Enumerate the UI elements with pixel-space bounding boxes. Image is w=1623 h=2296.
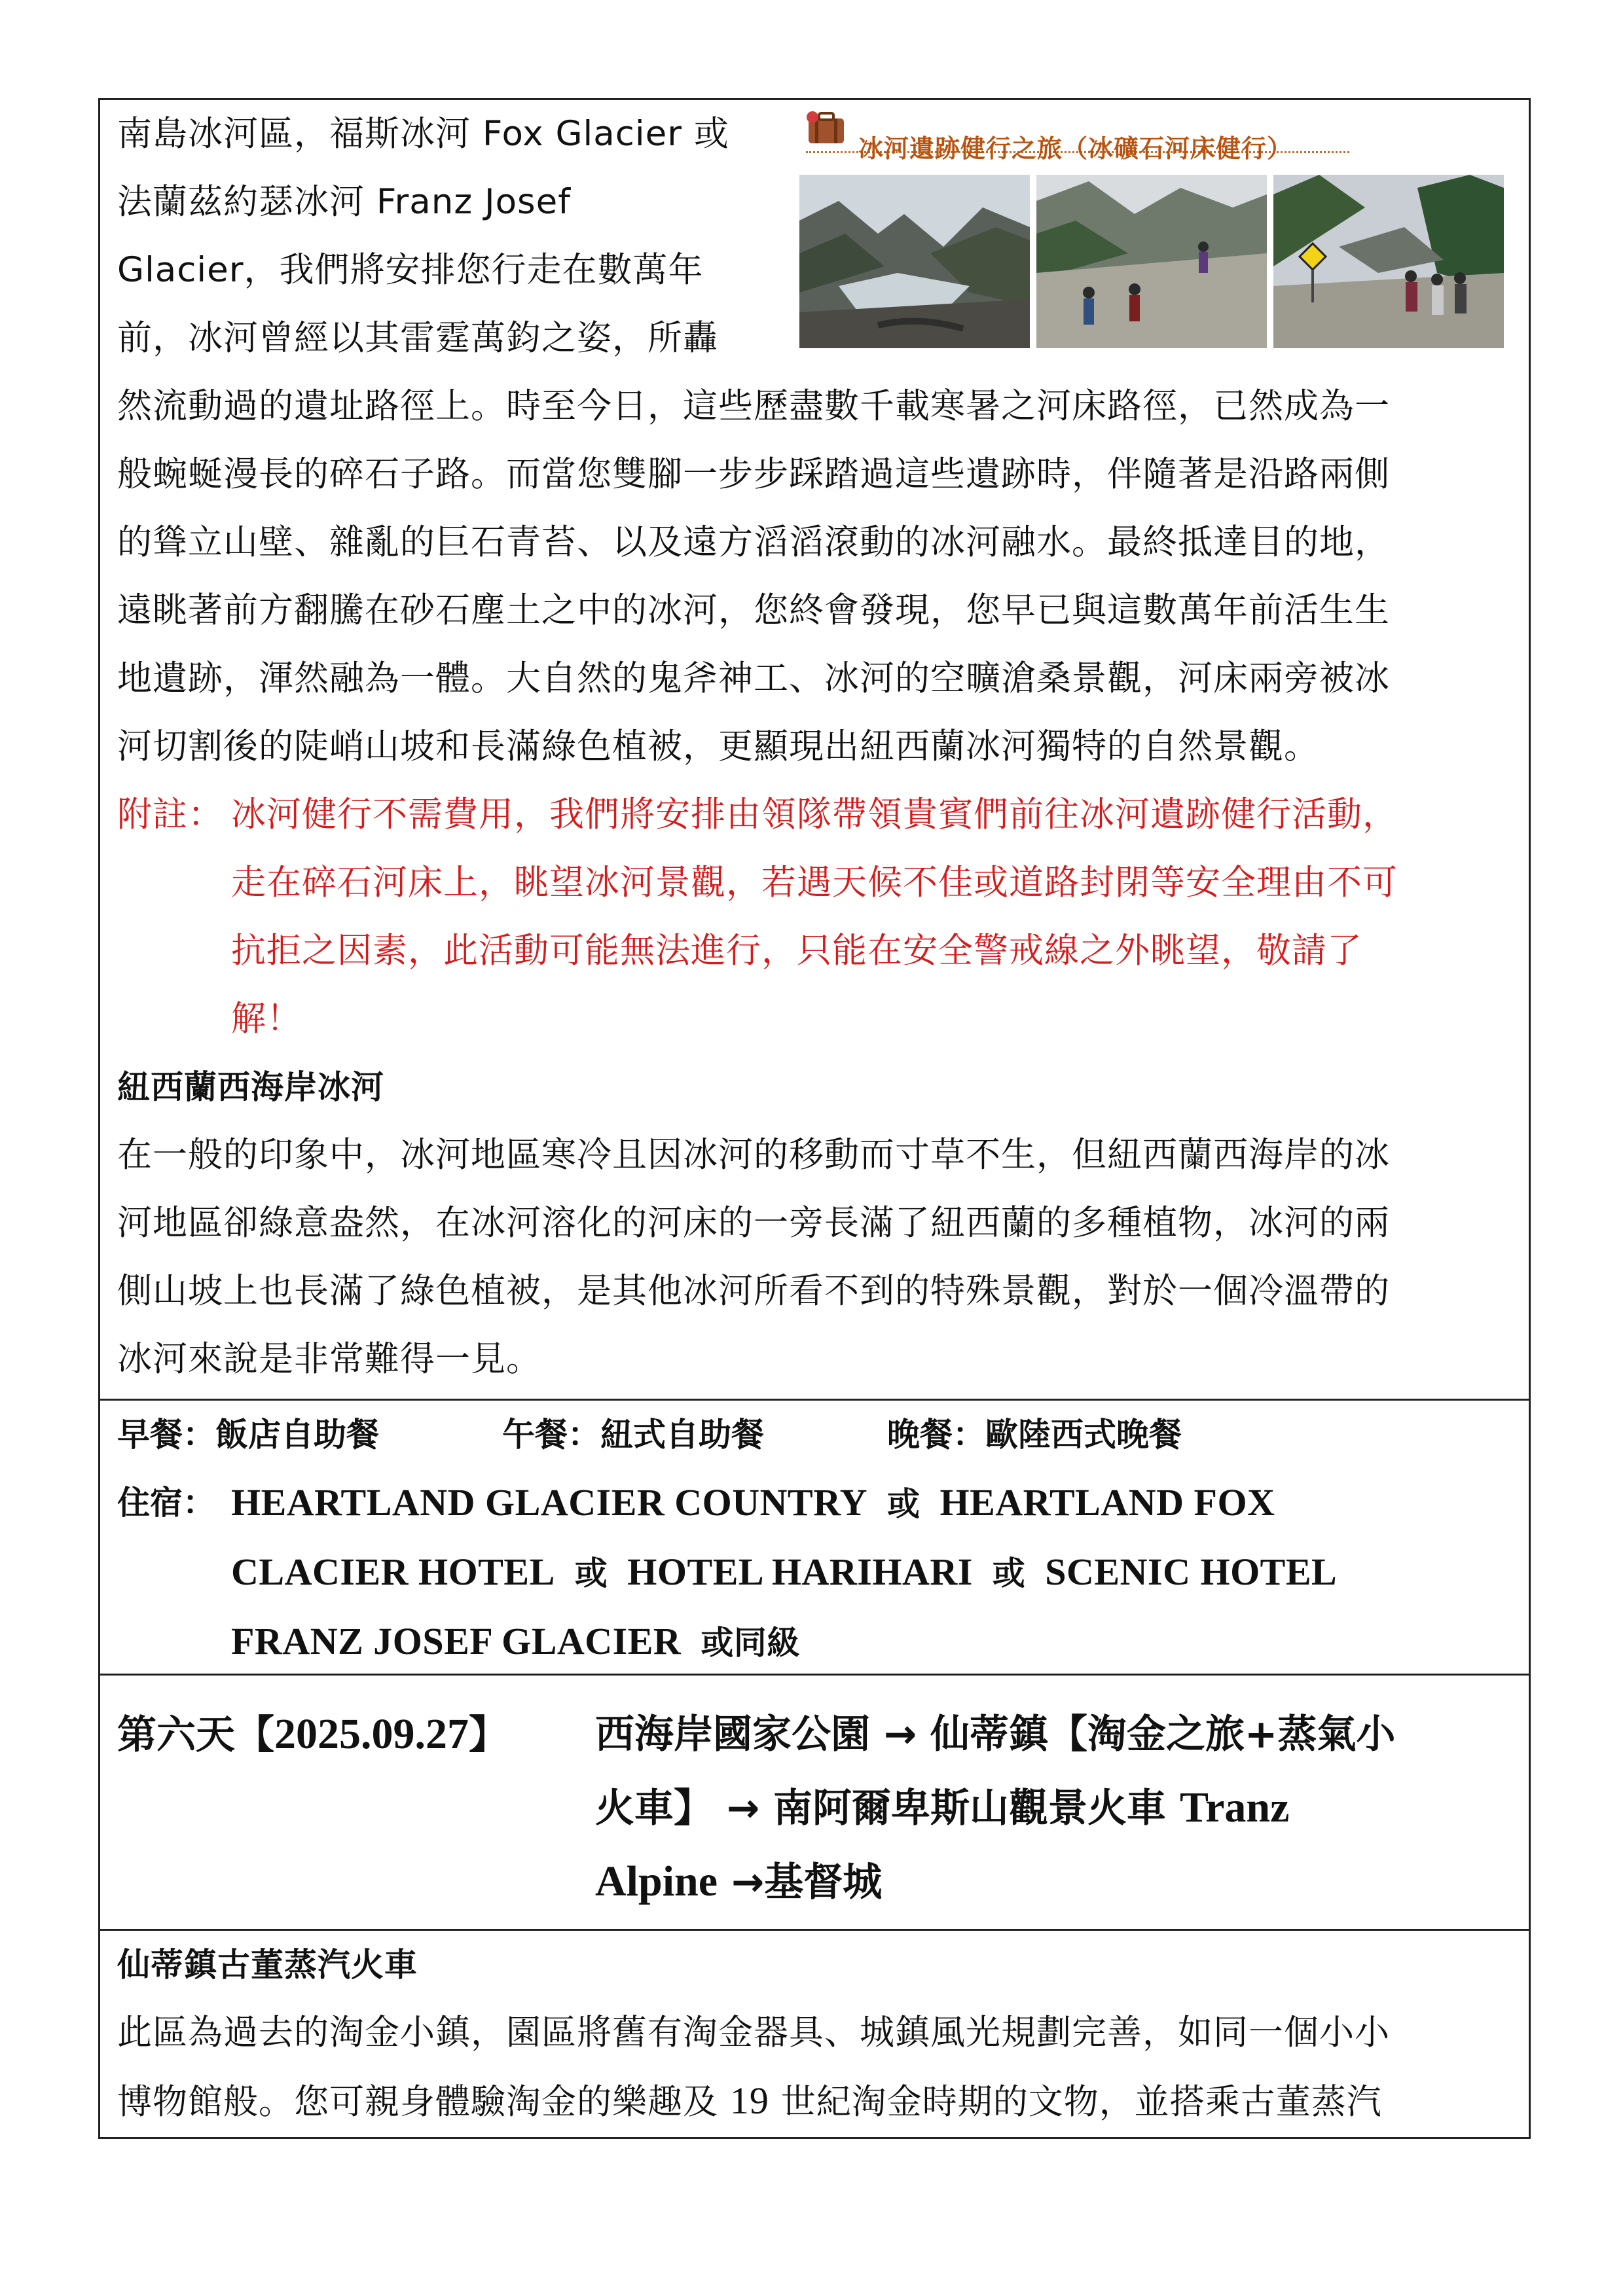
- breakfast: 早餐：飯店自助餐: [117, 1416, 379, 1454]
- body-line: 然流動過的遺址路徑上。時至今日，這些歷盡數千載寒暑之河床路徑，已然成為一: [117, 386, 1390, 426]
- route-line: [595, 1771, 1513, 1845]
- or-equivalent-text: 或同級: [701, 1624, 800, 1662]
- note-label: 附註：: [117, 795, 223, 834]
- or-text: 或: [574, 1554, 608, 1592]
- dinner: 晚餐：歐陸西式晚餐: [887, 1416, 1182, 1454]
- note-line: 解！: [231, 999, 302, 1039]
- day-row: [117, 1676, 1513, 1919]
- body-line: 此區為過去的淘金小鎮，園區將舊有淘金器具、城鎮風光規劃完善，如同一個小小: [117, 2013, 1390, 2053]
- body-line: 地遺跡，渾然融為一體。大自然的鬼斧神工、冰河的空曠滄桑景觀，河床兩旁被冰: [117, 658, 1390, 698]
- west-coast-glacier-heading: 紐西蘭西海岸冰河: [117, 1068, 384, 1106]
- lodging-line: [231, 1607, 1513, 1677]
- sub-line: 冰河來說是非常難得一見。: [117, 1339, 541, 1379]
- century-number: 19: [729, 2079, 769, 2122]
- gallery-title-bar: [806, 111, 1349, 163]
- hotel-name: HOTEL HARIHARI: [627, 1551, 973, 1593]
- hotel-name: HEARTLAND FOX: [939, 1481, 1275, 1524]
- day-route: [595, 1698, 1513, 1919]
- lunch: 午餐：紐式自助餐: [502, 1416, 764, 1454]
- note-block: [117, 781, 1513, 1053]
- sub-line: 河地區卻綠意盎然，在冰河溶化的河床的一旁長滿了紐西蘭的多種植物，冰河的兩: [117, 1203, 1390, 1243]
- meals-lodging-section: [98, 1401, 1531, 1676]
- shantytown-section: [98, 1931, 1531, 2139]
- day-six-header-section: [98, 1676, 1531, 1931]
- hotel-name: CLACIER HOTEL: [231, 1551, 555, 1593]
- day-label: [117, 1698, 595, 1919]
- lodging-label: 住宿：: [117, 1484, 215, 1522]
- route-text: →基督城: [731, 1859, 883, 1905]
- hotel-name: HEARTLAND GLACIER COUNTRY: [231, 1481, 867, 1524]
- photo-gallery: [799, 101, 1513, 360]
- sub-line: 在一般的印象中，冰河地區寒冷且因冰河的移動而寸草不生，但紐西蘭西海岸的冰: [117, 1135, 1390, 1175]
- route-line: [595, 1845, 1513, 1919]
- intro-line: Glacier，我們將安排您行走在數萬年: [117, 250, 704, 290]
- route-text-en: Tranz: [1179, 1784, 1290, 1831]
- intro-line: 法蘭茲約瑟冰河 Franz Josef: [117, 182, 571, 222]
- lodging-line: [231, 1469, 1513, 1538]
- hotel-name: SCENIC HOTEL: [1045, 1551, 1338, 1593]
- route-line: 西海岸國家公園 → 仙蒂鎮【淘金之旅+蒸氣小: [595, 1712, 1396, 1757]
- or-text: 或: [886, 1485, 921, 1523]
- body-line: 河切割後的陡峭山坡和長滿綠色植被，更顯現出紐西蘭冰河獨特的自然景觀。: [117, 726, 1319, 766]
- note-line: 冰河健行不需費用，我們將安排由領隊帶領貴賓們前往冰河遺跡健行活動，: [231, 795, 1398, 834]
- glacier-hike-section: [98, 98, 1531, 1401]
- lodging-line: [231, 1538, 1513, 1607]
- route-text: 火車】 → 南阿爾卑斯山觀景火車: [595, 1785, 1167, 1831]
- body-line: 的聳立山壁、雜亂的巨石青苔、以及遠方滔滔滾動的冰河融水。最終抵達目的地，: [117, 522, 1390, 562]
- hikers-at-warning-sign-photo: [1273, 175, 1504, 348]
- text-part: 世紀淘金時期的文物，並搭乘古董蒸汽: [780, 2082, 1382, 2122]
- day-suffix: 】: [469, 1712, 508, 1758]
- gallery-title: 冰河遺跡健行之旅（冰礦石河床健行）: [858, 134, 1293, 163]
- glacier-valley-photo: [799, 175, 1030, 348]
- steam-train-heading: 仙蒂鎮古董蒸汽火車: [117, 1946, 418, 1984]
- or-text: 或: [992, 1554, 1026, 1592]
- day-prefix: 第六天【: [117, 1712, 274, 1758]
- itinerary-table: [98, 98, 1531, 2139]
- suitcase-icon: [806, 111, 847, 145]
- meals-row: [117, 1401, 1513, 1469]
- lodging-text: [231, 1469, 1513, 1677]
- hotel-name: FRANZ JOSEF GLACIER: [231, 1620, 682, 1662]
- intro-line: 前，冰河曾經以其雷霆萬鈞之姿，所轟: [117, 318, 718, 358]
- lodging-row: [117, 1469, 1513, 1677]
- text-part: 博物館般。您可親身體驗淘金的樂趣及: [117, 2082, 718, 2122]
- hikers-on-riverbed-photo: [1036, 175, 1267, 348]
- sub-line: 側山坡上也長滿了綠色植被，是其他冰河所看不到的特殊景觀，對於一個冷溫帶的: [117, 1271, 1390, 1311]
- body-line: 遠眺著前方翻騰在砂石塵土之中的冰河，您終會發現，您早已與這數萬年前活生生: [117, 590, 1390, 630]
- body-line: 般蜿蜒漫長的碎石子路。而當您雙腳一步步踩踏過這些遺跡時，伴隨著是沿路兩側: [117, 454, 1390, 494]
- day-date: 2025.09.27: [274, 1710, 469, 1758]
- note-line: 走在碎石河床上，眺望冰河景觀，若遇天候不佳或道路封閉等安全理由不可: [231, 863, 1398, 903]
- note-line: 抗拒之因素，此活動可能無法進行，只能在安全警戒線之外眺望，敬請了: [231, 931, 1362, 971]
- route-text-en: Alpine: [595, 1857, 718, 1905]
- intro-line: 南島冰河區，福斯冰河 Fox Glacier 或: [117, 114, 729, 154]
- body-line: [117, 2067, 1513, 2136]
- note-text: [231, 781, 1513, 1053]
